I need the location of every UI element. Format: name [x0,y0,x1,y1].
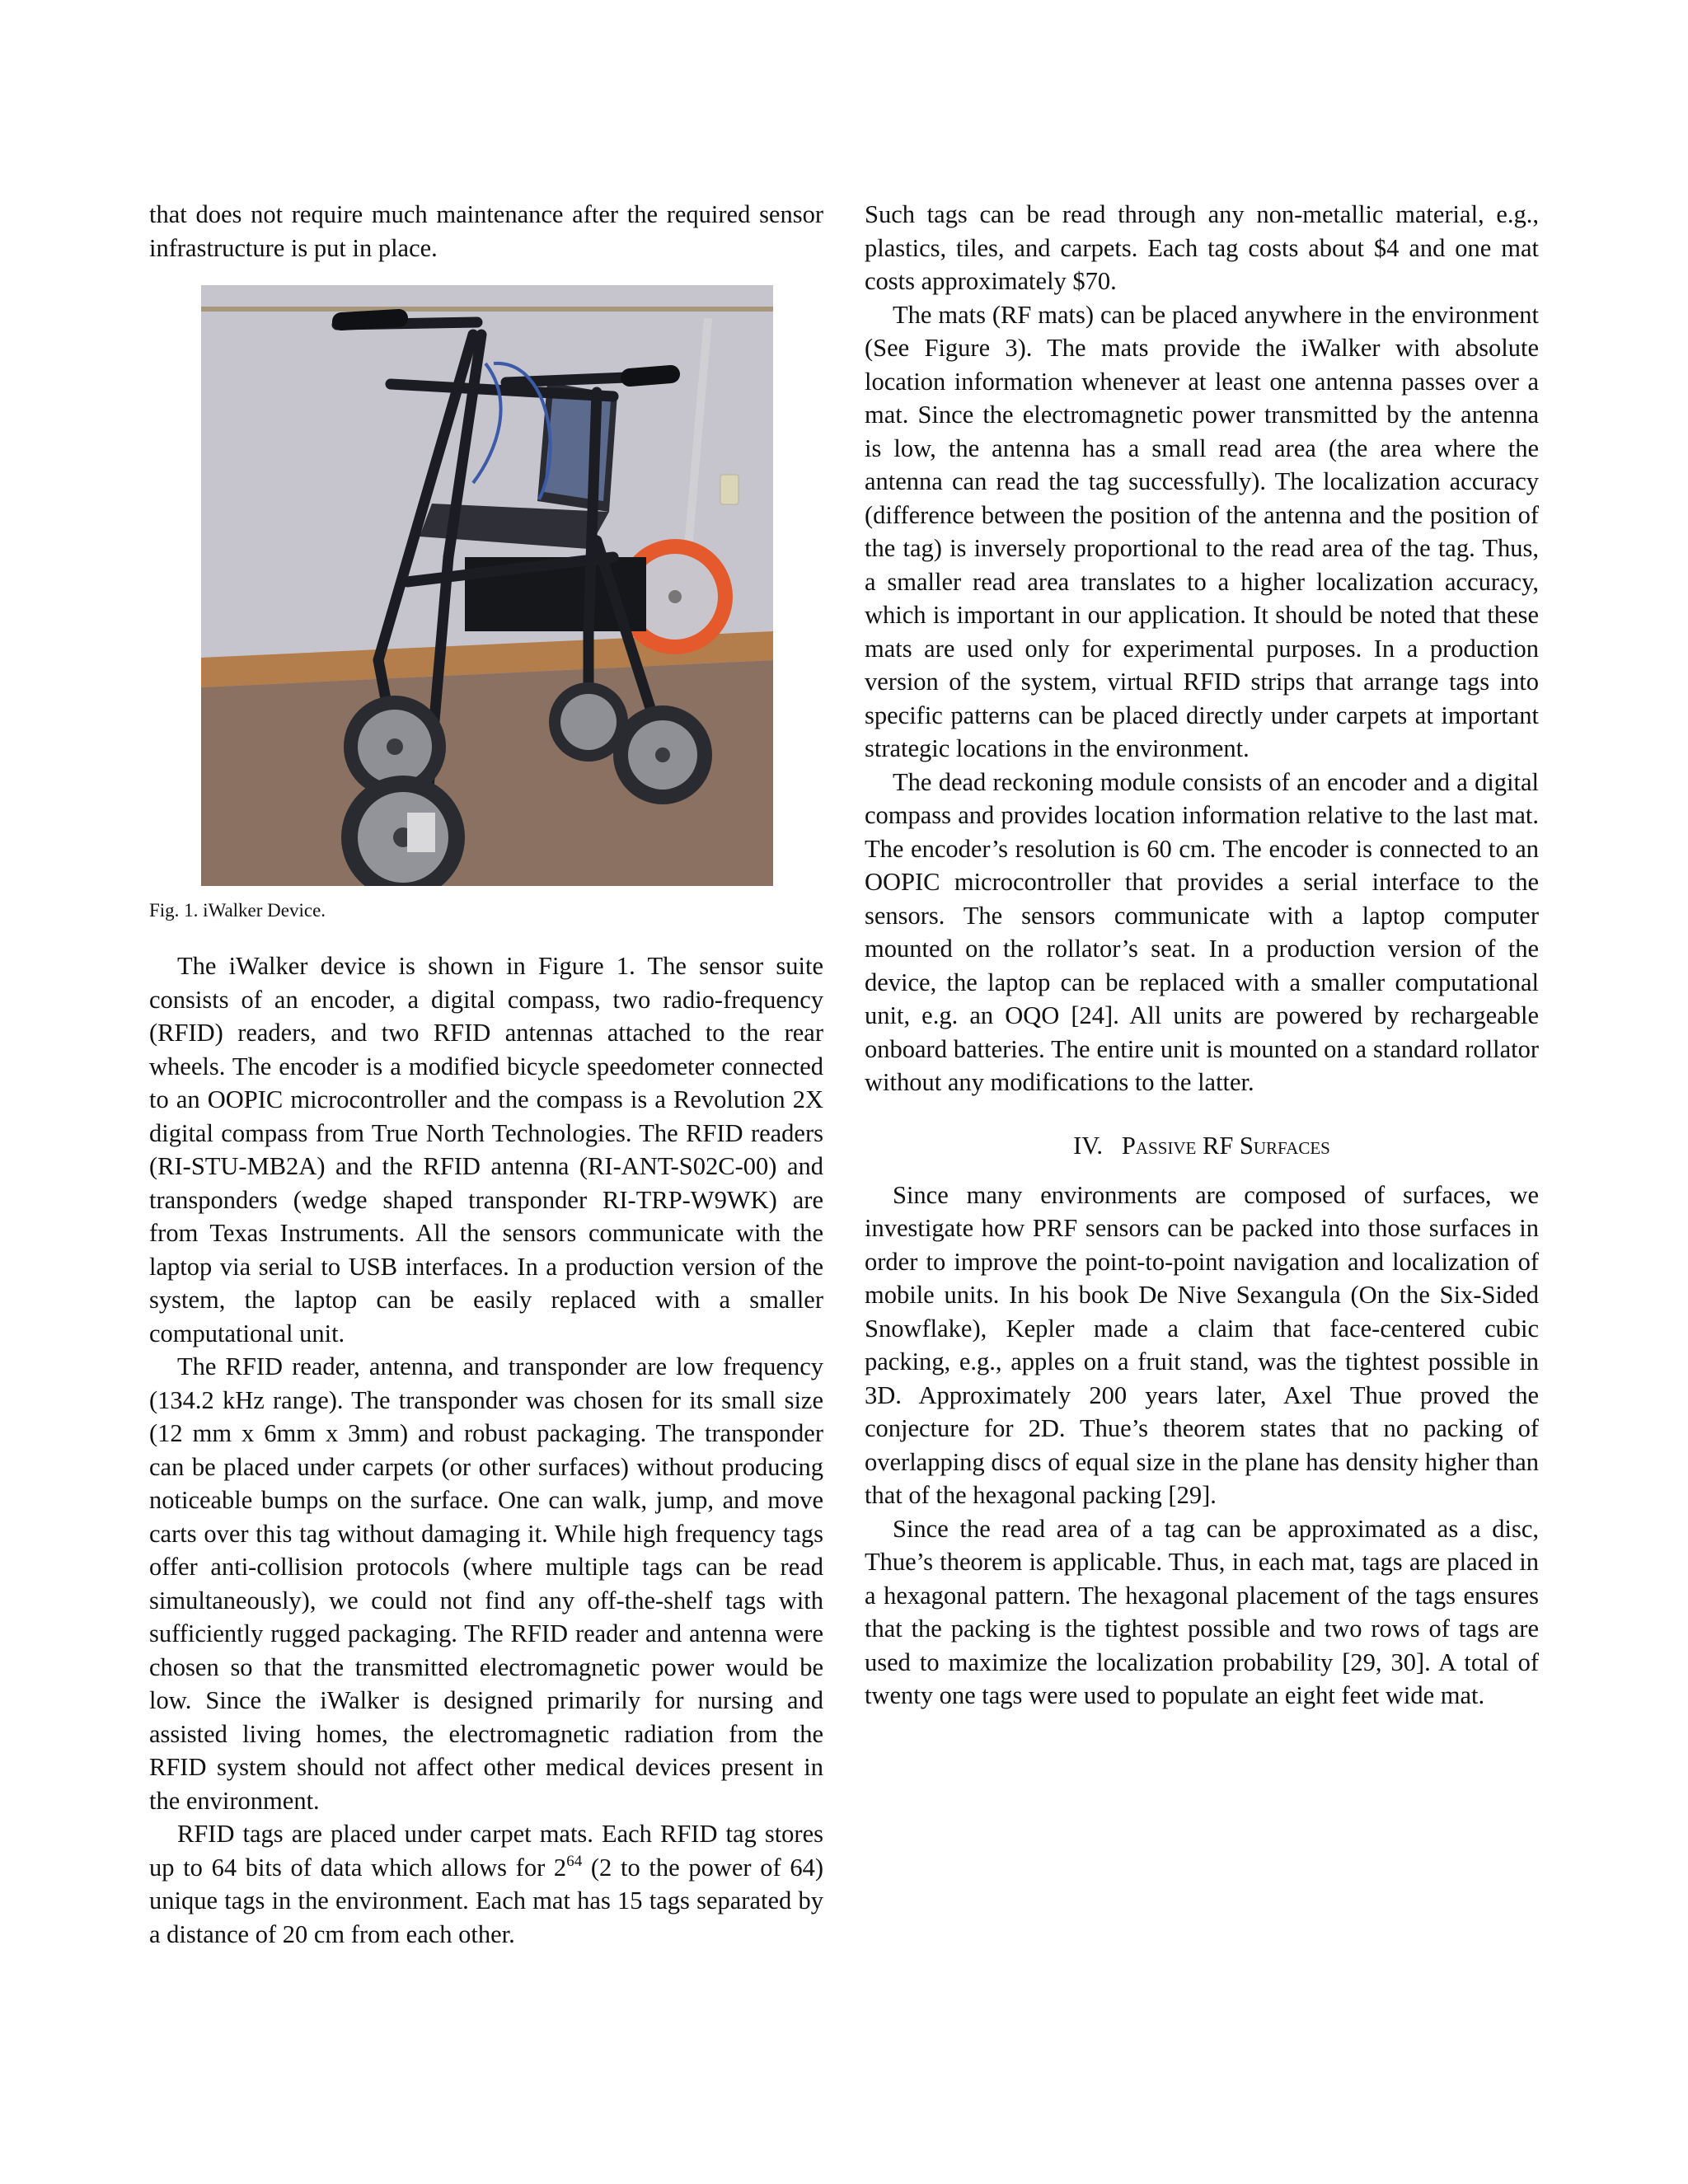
right-column [865,198,1539,1713]
paragraph-rfid-tags [149,1817,823,1951]
rfid-tags-text-2: (2 to the power of 64) unique tags in the environment. Each mat has 15 tags separated by a distance of 20 cm from each other. [149,1853,823,1948]
figure-caption: Fig. 1. iWalker Device. [149,900,326,921]
paragraph-tag-cost: Such tags can be read through any non-metallic material, e.g., plastics, tiles, and carpets. Each tag costs about $4 and one mat costs approximately $70. [865,200,1539,295]
exponent: 64 [566,1852,583,1870]
section-title: Passive RF Surfaces [1121,1131,1330,1160]
paragraph-iwalker-device: The iWalker device is shown in Figure 1. The sensor suite consists of an encoder, a digital compass, two radio-frequency (RFID) readers, and two RFID antennas attached to the rear wheels. The encoder is a modified bicycle speedometer connected to an OOPIC microcontroller and the compass is a Revolution 2X digital compass from True North Technologies. The RFID readers (RI-STU-MB2A) and the RFID antenna (RI-ANT-S02C-00) and transponders (wedge shaped transponder RI-TRP-W9WK) are from Texas Instruments. All the sensors communicate with the laptop via serial to USB interfaces. In a production version of the system, the laptop can be easily replaced with a smaller computational unit. [149,952,823,1347]
rfid-antenna [407,813,435,852]
paragraph-hexagonal-placement: Since the read area of a tag can be approximated as a disc, Thue’s theorem is applicable. Thus, in each mat, tags are placed in a hexagonal pattern. The hexagonal placement of the tags ensures that the packing is the tightest possible and two rows of tags are used to maximize the localization probability [29, 30]. A total of twenty one tags were used to populate an eight feet wide mat. [865,1514,1539,1709]
rear-right-wheel [613,705,712,804]
left-column [149,198,823,1951]
paragraph-rfid-hardware: The RFID reader, antenna, and transponder are low frequency (134.2 kHz range). The transponder was chosen for its small size (12 mm x 6mm x 3mm) and robust packaging. The transponder can be placed under carpets (or other surfaces) without producing noticeable bumps on the surface. One can walk, jump, and move carts over this tag without damaging it. While high frequency tags offer anti-collision protocols (where multiple tags can be read simultaneously), we could not find any off-the-shelf tags with sufficiently rugged packaging. The RFID reader and antenna were chosen so that the transmitted electromagnetic power would be low. Since the iWalker is designed primarily for nursing and assisted living homes, the electromagnetic radiation from the RFID system should not affect other medical devices present in the environment. [149,1352,823,1815]
board-ledge [201,307,773,312]
rfid-tags-text-1: RFID tags are placed under carpet mats. Each RFID tag stores up to 64 bits of data which allows for 2 [149,1820,823,1882]
paragraph-dead-reckoning: The dead reckoning module consists of an encoder and a digital compass and provides location information relative to the last mat. The encoder’s resolution is 60 cm. The encoder is connected to an OOPIC microcontroller that provides a serial interface to the sensors. The sensors communicate with a laptop computer mounted on the rollator’s seat. In a production version of the device, the laptop can be replaced with a smaller computational unit, e.g. an OQO [24]. All units are powered by rechargeable onboard batteries. The entire unit is mounted on a standard rollator without any modifications to the latter. [865,767,1539,1096]
section-number: IV. [1073,1131,1104,1160]
section-heading [865,1129,1539,1162]
figure-iwalker-photo [201,285,773,886]
iwalker-illustration [201,285,773,886]
paragraph-rf-mats: The mats (RF mats) can be placed anywhere in the environment (See Figure 3). The mats provide the iWalker with absolute location information whenever at least one antenna passes over a mat. Since the electromagnetic power transmitted by the antenna is low, the antenna has a small read area (the area where the antenna can read the tag successfully). The localization accuracy (difference between the position of the antenna and the position of the tag) is inversely proportional to the read area of the tag. Thus, a smaller read area translates to a higher localization accuracy, which is important in our application. It should be noted that these mats are used only for experimental purposes. In a production version of the system, virtual RFID strips that arrange tags into specific patterns can be placed directly under carpets at important strategic locations in the environment. [865,300,1539,762]
wall-outlet [720,475,738,504]
intro-paragraph: that does not require much maintenance after the required sensor infrastructure is put in place. [149,200,823,262]
paragraph-surface-packing: Since many environments are composed of surfaces, we investigate how PRF sensors can be packed into those surfaces in order to improve the point-to-point navigation and localization of mobile units. In his book De Nive Sexangula (On the Six-Sided Snowflake), Kepler made a claim that face-centered cubic packing, e.g., apples on a fruit stand, was the tightest possible in 3D. Approximately 200 years later, Axel Thue proved the conjecture for 2D. Thue’s theorem states that no packing of overlapping discs of equal size in the plane has density higher than that of the hexagonal packing [29]. [865,1180,1539,1509]
